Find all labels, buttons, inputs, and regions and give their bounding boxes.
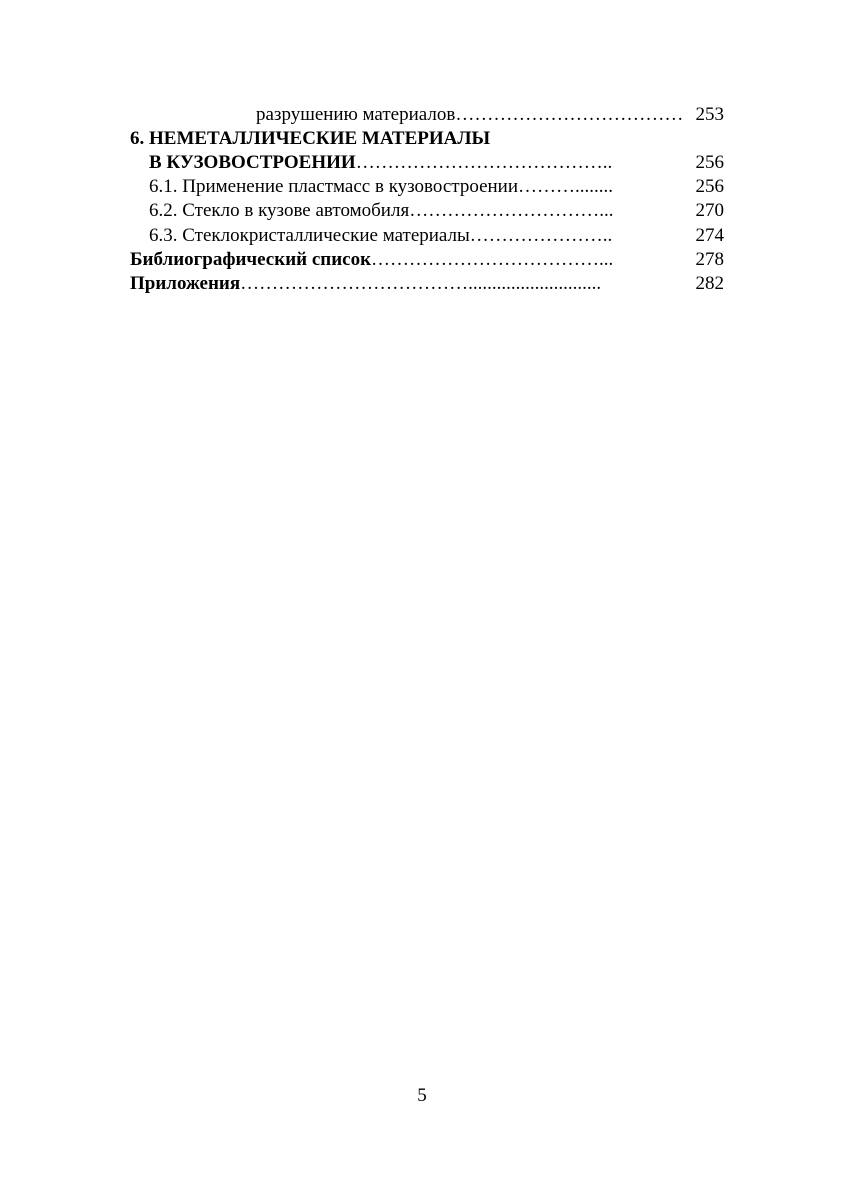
page-number: 5 [417, 1085, 427, 1106]
toc-leader-dots: ………........ [518, 176, 614, 197]
toc-entry [149, 199, 613, 223]
toc-page-number: 278 [695, 249, 724, 270]
toc-page-number: 270 [695, 200, 724, 221]
toc-entry-title: разрушению материалов [256, 104, 456, 125]
toc-entry [149, 151, 612, 175]
toc-row [0, 224, 844, 248]
toc-page-number: 256 [695, 176, 724, 197]
toc-row [0, 199, 844, 223]
toc-page-number: 274 [695, 225, 724, 246]
toc-row [0, 127, 844, 151]
toc-row [0, 175, 844, 199]
toc-row [0, 151, 844, 175]
toc-leader-dots: ………………………………….. [355, 152, 613, 173]
toc-leader-dots: ………………….. [469, 225, 613, 246]
toc-entry [149, 224, 612, 248]
toc-entry [256, 103, 683, 127]
toc-leader-dots: ………………………………............................ [240, 273, 602, 294]
toc-entry-title: В КУЗОВОСТРОЕНИИ [149, 152, 356, 173]
toc-page-number: 256 [695, 152, 724, 173]
toc-entry-title: 6.2. Стекло в кузове автомобиля [149, 200, 410, 221]
toc-leader-dots: ……………………………… [455, 104, 684, 125]
toc-entry-title: Приложения [130, 273, 241, 294]
toc-entry [149, 175, 613, 199]
toc-entry [130, 248, 613, 272]
toc-entry-title: 6.1. Применение пластмасс в кузовостроении [149, 176, 519, 197]
toc-row [0, 248, 844, 272]
toc-entry-title: Библиографический список [130, 249, 372, 270]
toc-row [0, 103, 844, 127]
toc-entry-title: 6. НЕМЕТАЛЛИЧЕСКИЕ МАТЕРИАЛЫ [130, 128, 491, 149]
toc-entry [130, 127, 490, 151]
toc-leader-dots: ………………………………... [371, 249, 614, 270]
toc-leader-dots: …………………………... [409, 200, 614, 221]
toc-page-number: 282 [695, 273, 724, 294]
toc-page-number: 253 [695, 104, 724, 125]
toc-row [0, 272, 844, 296]
toc-entry [130, 272, 601, 296]
toc-entry-title: 6.3. Стеклокристаллические материалы [149, 225, 470, 246]
